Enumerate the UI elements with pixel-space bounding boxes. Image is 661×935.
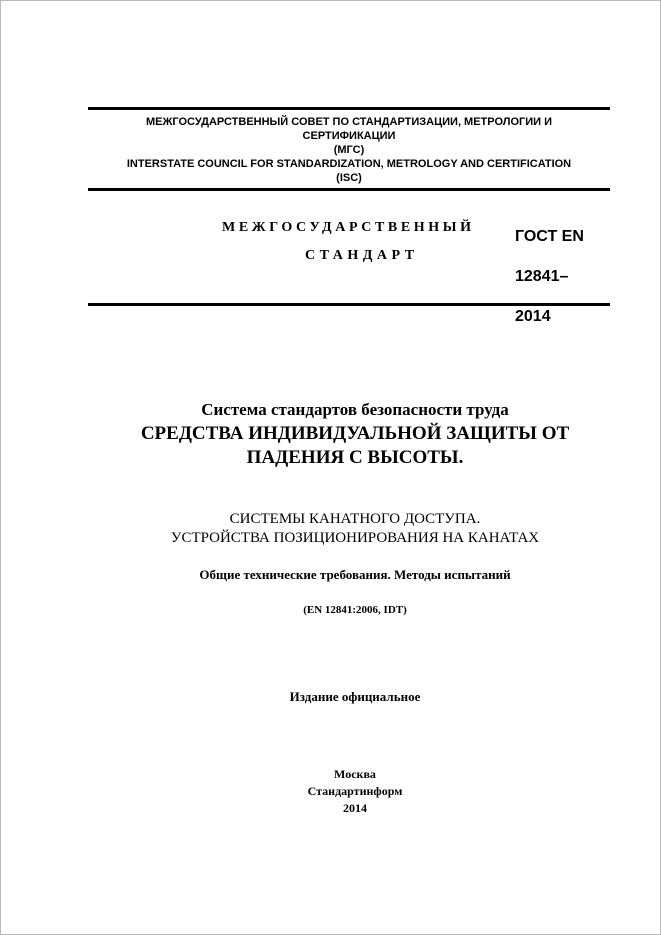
standard-type-line2: СТАНДАРТ [305, 248, 419, 263]
main-title-line2: ПАДЕНИЯ С ВЫСОТЫ. [246, 447, 464, 468]
council-ru-line1: МЕЖГОСУДАРСТВЕННЫЙ СОВЕТ ПО СТАНДАРТИЗАЦИИ, МЕТРОЛОГИИ И [145, 116, 553, 128]
subtitle [60, 510, 650, 548]
main-title [60, 422, 650, 470]
subtitle-line1: СИСТЕМЫ КАНАТНОГО ДОСТУПА. [229, 511, 481, 527]
main-title-line1: СРЕДСТВА ИНДИВИДУАЛЬНОЙ ЗАЩИТЫ ОТ [140, 423, 570, 444]
designation-line2: 12841– [515, 268, 569, 285]
council-en-abbr: (ISC) [336, 172, 362, 184]
imprint-year: 2014 [343, 801, 367, 815]
council-ru-abbr: (МГС) [333, 144, 365, 156]
council-ru-line2: СЕРТИФИКАЦИИ [302, 130, 396, 142]
header-divider [88, 303, 610, 306]
council-en-line: INTERSTATE COUNCIL FOR STANDARDIZATION, METROLOGY AND CERTIFICATION [126, 158, 572, 170]
designation-line3: 2014 [515, 308, 551, 325]
designation-line1: ГОСТ EN [515, 228, 584, 245]
edition-label: Издание официальное [289, 689, 421, 704]
imprint-publisher: Стандартинформ [307, 784, 403, 798]
standard-type-line1: МЕЖГОСУДАРСТВЕННЫЙ [222, 220, 475, 235]
standard-designation [515, 207, 615, 347]
council-header [88, 107, 610, 191]
imprint [60, 766, 650, 817]
imprint-city: Москва [334, 767, 376, 781]
general-requirements: Общие технические требования. Методы испытаний [199, 567, 511, 582]
en-reference: (EN 12841:2006, IDT) [303, 604, 407, 616]
subtitle-line2: УСТРОЙСТВА ПОЗИЦИОНИРОВАНИЯ НА КАНАТАХ [170, 530, 540, 546]
series-title: Система стандартов безопасности труда [201, 400, 509, 419]
